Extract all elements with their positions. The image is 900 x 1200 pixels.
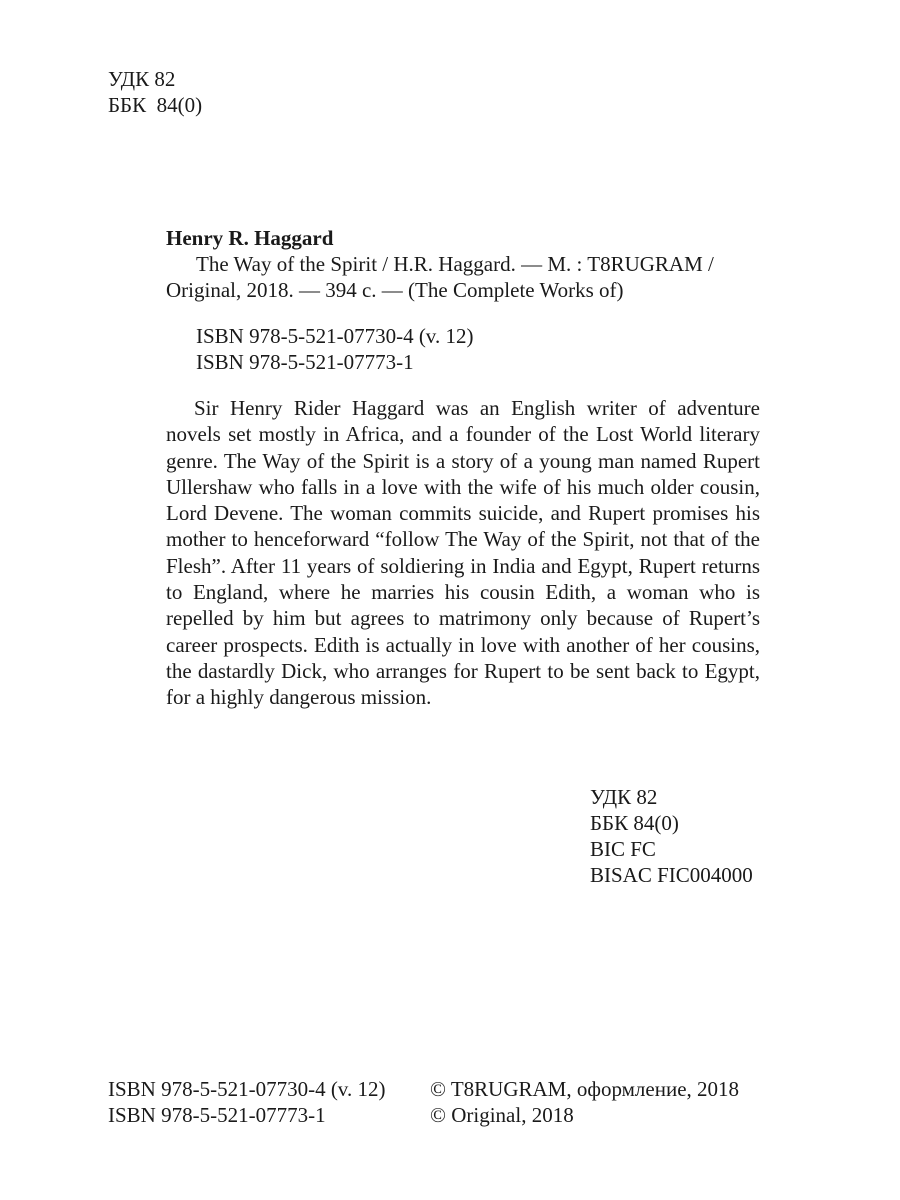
udk-code: УДК 82 [590, 785, 658, 809]
isbn-set: ISBN 978-5-521-07773-1 [196, 350, 414, 374]
copyright-design: © T8RUGRAM, оформление, 2018 [430, 1077, 740, 1101]
bibliographic-publication-line: Original, 2018. — 394 c. — (The Complete Works of) [166, 278, 624, 302]
author-name: Henry R. Haggard [166, 226, 334, 250]
classification-codes [590, 784, 753, 888]
book-annotation: Sir Henry Rider Haggard was an English writer of adventure novels set mostly in Africa, and a founder of the Lost World literary genre. The Way of the Spirit is a story of a young man named Rupert Ullershaw who falls in a love with the wife of his much older cousin, Lord Devene. The woman commits suicide, and Rupert promises his mother to henceforward “follow The Way of the Spirit, not that of the Flesh”. After 11 years of soldiering in India and Egypt, Rupert returns to England, where he marries his cousin Edith, a woman who is repelled by him but agrees to matrimony only because of Rupert’s career prospects. Edith is actually in love with another of her cousins, the dastardly Dick, who arranges for Rupert to be sent back to Egypt, for a highly dangerous mission. [166, 396, 760, 710]
bisac-code: BISAC FIC004000 [590, 863, 753, 887]
header-classification-codes [108, 66, 202, 118]
footer-copyright-block [430, 1076, 739, 1128]
bbk-code: ББК 84(0) [590, 811, 679, 835]
copyright-original: © Original, 2018 [430, 1103, 574, 1127]
footer-isbn-volume: ISBN 978-5-521-07730-4 (v. 12) [108, 1077, 386, 1101]
isbn-block [166, 323, 760, 375]
udk-code: УДК 82 [108, 67, 176, 91]
bibliographic-title-line: The Way of the Spirit / H.R. Haggard. — M. : T8RUGRAM / [196, 252, 714, 276]
footer-isbn-block [108, 1076, 385, 1128]
catalog-entry [166, 225, 760, 711]
isbn-volume: ISBN 978-5-521-07730-4 (v. 12) [196, 324, 474, 348]
bic-code: BIC FC [590, 837, 656, 861]
bbk-code: ББК 84(0) [108, 93, 203, 117]
footer-isbn-set: ISBN 978-5-521-07773-1 [108, 1103, 326, 1127]
